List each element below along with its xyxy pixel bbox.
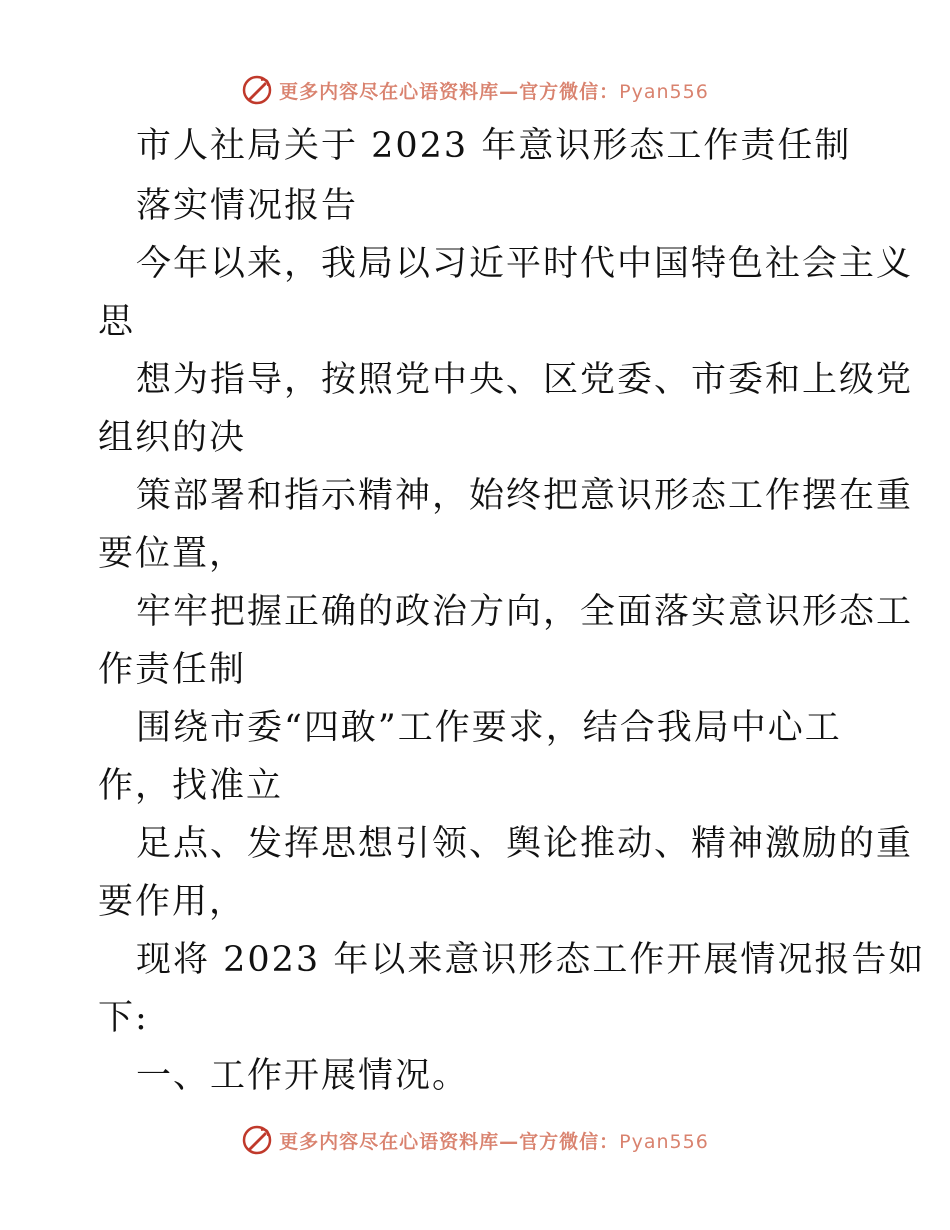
paragraph-line: 要作用， <box>98 882 247 922</box>
watermark-header <box>0 70 950 110</box>
paragraph-line: 牢牢把握正确的政治方向，全面落实意识形态工 <box>136 592 914 632</box>
paragraph-line: 要位置， <box>98 534 247 574</box>
title-line-2: 落实情况报告 <box>136 186 359 226</box>
watermark-text: 更多内容尽在心语资料库—官方微信：Pyan556 <box>279 80 709 103</box>
quill-logo-icon <box>241 74 273 106</box>
paragraph-line: 想为指导，按照党中央、区党委、市委和上级党 <box>136 360 914 400</box>
paragraph-line: 策部署和指示精神，始终把意识形态工作摆在重 <box>136 476 914 516</box>
watermark-footer <box>0 1120 950 1160</box>
paragraph-line: 下: <box>98 998 149 1038</box>
section-heading: 一、工作开展情况。 <box>136 1056 470 1096</box>
title-line-1: 市人社局关于 2023 年意识形态工作责任制 <box>136 126 852 166</box>
paragraph-line: 作，找准立 <box>98 766 284 806</box>
paragraph-line: 现将 2023 年以来意识形态工作开展情况报告如 <box>136 940 926 980</box>
paragraph-line: 作责任制 <box>98 650 247 690</box>
paragraph-line: 思 <box>98 302 136 342</box>
paragraph-line: 今年以来，我局以习近平时代中国特色社会主义 <box>136 244 914 284</box>
paragraph-line: 组织的决 <box>98 418 247 458</box>
paragraph-line: 足点、发挥思想引领、舆论推动、精神激励的重 <box>136 824 914 864</box>
quill-logo-icon <box>241 1124 273 1156</box>
watermark-text: 更多内容尽在心语资料库—官方微信：Pyan556 <box>279 1130 709 1153</box>
paragraph-line: 围绕市委“四敢”工作要求，结合我局中心工 <box>136 708 842 748</box>
